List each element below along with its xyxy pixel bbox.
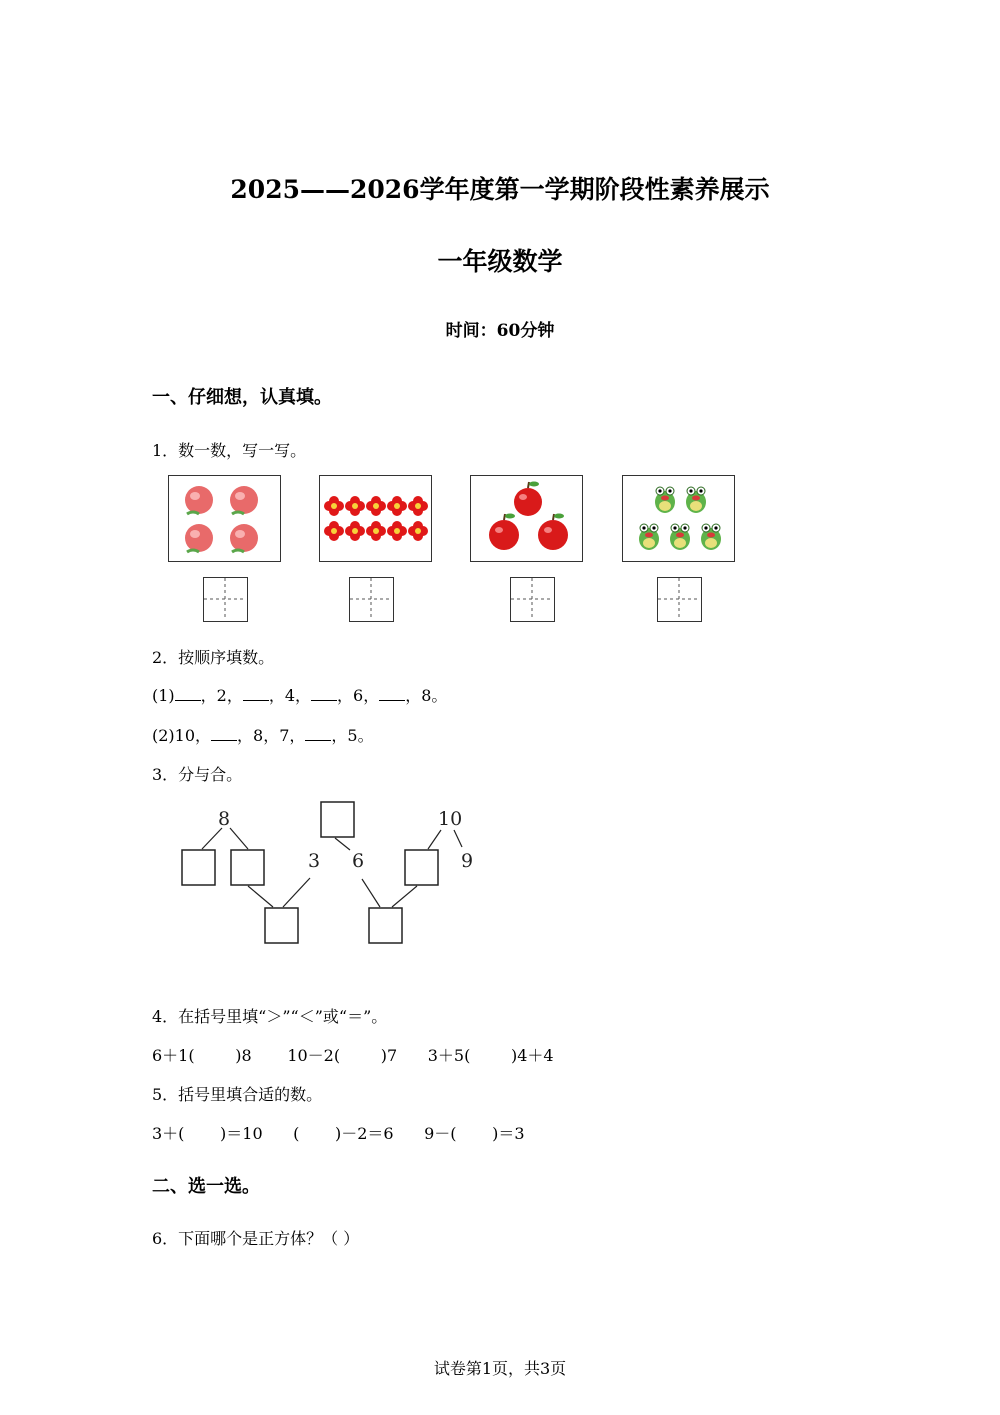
- answer-box[interactable]: [231, 850, 264, 885]
- answer-box-peach[interactable]: [203, 577, 248, 622]
- peach-picture-box: [168, 475, 281, 562]
- apple-picture-box: [470, 475, 583, 562]
- q5-equations: 3＋( )＝10 ( )－2＝6 9－( )＝3: [152, 1124, 525, 1143]
- q2-line1-part: ，6，: [337, 686, 380, 705]
- time-limit: 时间：60分钟: [445, 321, 555, 341]
- q2-line-1: [152, 683, 447, 706]
- fill-blank[interactable]: [243, 686, 269, 701]
- q4-comparisons: 6＋1( )8 10－2( )7 3＋5( )4＋4: [152, 1046, 554, 1065]
- answer-box-frog[interactable]: [657, 577, 702, 622]
- q2-line2-part: ，5。: [331, 726, 374, 745]
- page-footer: 试卷第1页，共3页: [433, 1359, 567, 1378]
- q2-line1-part: ，2，: [200, 686, 243, 705]
- q2-line-2: [152, 723, 374, 746]
- answer-box[interactable]: [369, 908, 402, 943]
- exam-title: 2025——2026学年度第一学期阶段性素养展示: [230, 175, 770, 204]
- q5-prompt: 5．括号里填合适的数。: [152, 1085, 323, 1104]
- q1-prompt: 1．数一数，写一写。: [152, 441, 307, 460]
- q6-prompt: 6．下面哪个是正方体？（ ）: [152, 1229, 360, 1248]
- fill-blank[interactable]: [311, 686, 337, 701]
- grade-subject: 一年级数学: [437, 247, 563, 276]
- section-1-heading: 一、仔细想，认真填。: [152, 387, 332, 408]
- answer-box-flower[interactable]: [349, 577, 394, 622]
- q4-prompt: 4．在括号里填“＞”“＜”或“＝”。: [152, 1007, 388, 1026]
- frog-icon: [623, 476, 733, 560]
- number-label: 6: [352, 850, 365, 872]
- split-combine-diagram: [170, 795, 490, 955]
- apple-icon: [471, 476, 581, 560]
- number-label: 8: [218, 808, 231, 830]
- answer-box[interactable]: [321, 802, 354, 837]
- q2-line2-part: ，8，7，: [237, 726, 306, 745]
- q2-prompt: 2．按顺序填数。: [152, 648, 275, 667]
- q3-prompt: 3．分与合。: [152, 765, 243, 784]
- answer-box[interactable]: [405, 850, 438, 885]
- q2-line2-part: (2)10，: [152, 726, 212, 745]
- flower-picture-box: [319, 475, 432, 562]
- number-label: 9: [461, 850, 474, 872]
- peach-icon: [169, 476, 279, 560]
- answer-box[interactable]: [265, 908, 298, 943]
- number-label: 3: [308, 850, 321, 872]
- answer-box[interactable]: [182, 850, 215, 885]
- fill-blank[interactable]: [305, 726, 331, 741]
- fill-blank[interactable]: [175, 686, 201, 701]
- q2-line1-part: (1): [152, 686, 175, 705]
- fill-blank[interactable]: [211, 726, 237, 741]
- frog-picture-box: [622, 475, 735, 562]
- q2-line1-part: ，8。: [405, 686, 448, 705]
- answer-box-apple[interactable]: [510, 577, 555, 622]
- q2-line1-part: ，4，: [268, 686, 312, 705]
- fill-blank[interactable]: [379, 686, 405, 701]
- section-2-heading: 二、选一选。: [152, 1176, 260, 1197]
- flower-icon: [320, 476, 430, 560]
- number-label: 10: [438, 808, 463, 830]
